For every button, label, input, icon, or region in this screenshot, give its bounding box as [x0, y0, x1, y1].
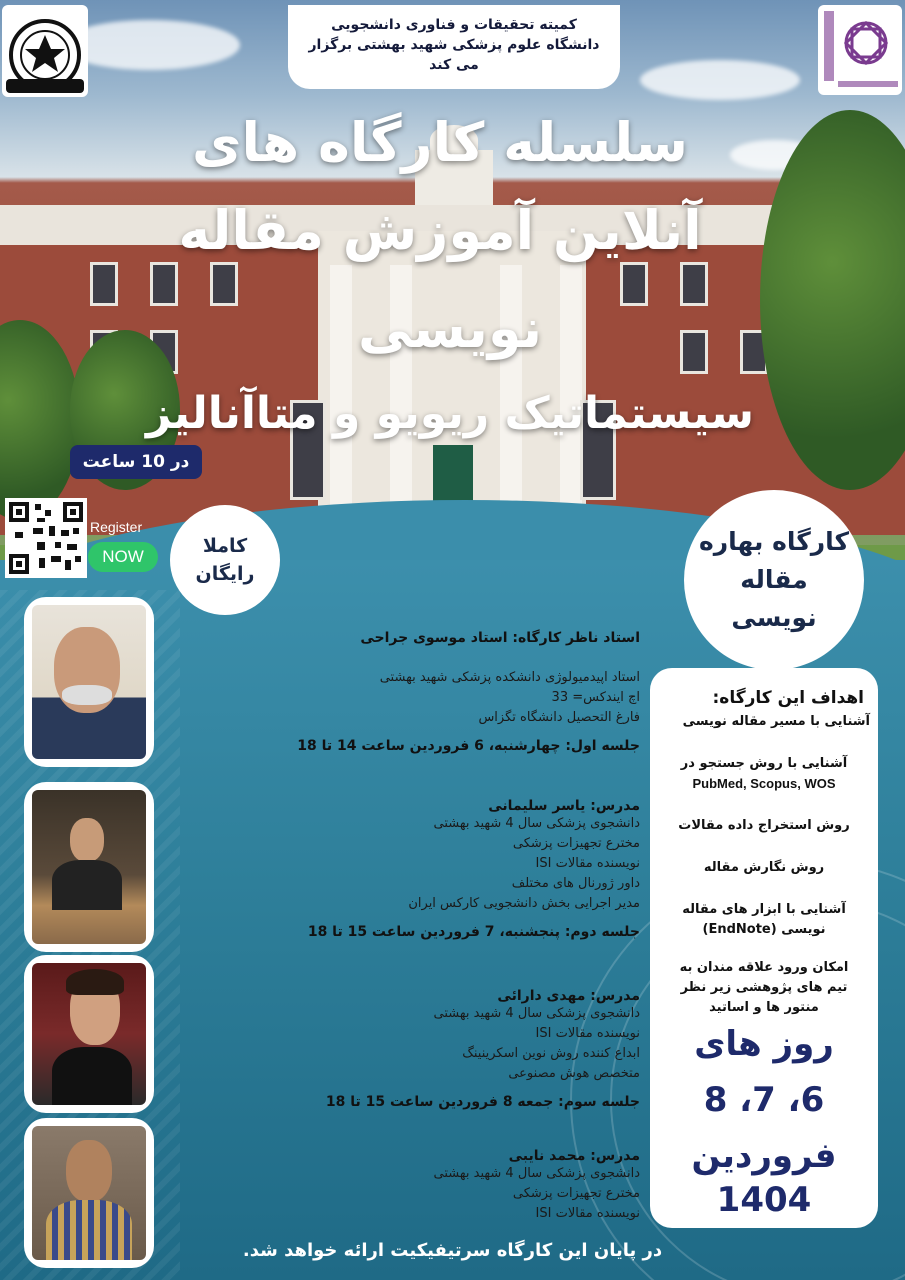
spring-badge-line-3: نویسی [731, 603, 817, 632]
hours-pill: در 10 ساعت [70, 445, 202, 479]
supervisor-photo [32, 605, 146, 759]
free-badge [170, 505, 280, 615]
goal-item-5b: نویسی (EndNote) [702, 922, 826, 937]
days-values: 6، 7، 8 [703, 1080, 825, 1120]
supervisor-info [170, 630, 640, 754]
goal-item-2a: آشنایی با روش جستجو در [680, 756, 848, 771]
session-3: جلسه سوم: جمعه 8 فروردین ساعت 15 تا 18 [325, 1094, 640, 1110]
goal-item-3: روش استخراج داده مقالات [678, 818, 850, 833]
organizer-line-1: کمیته تحقیقات و فناوری دانشجویی [331, 17, 577, 33]
teacher2-line: ابداع کننده روش نوین اسکرینینگ [462, 1046, 640, 1061]
title-line-4: سیستماتیک ریویو و متاآنالیز [145, 388, 755, 439]
teacher1-line: نویسنده مقالات ISI [535, 856, 640, 871]
spring-badge-line-1: کارگاه بهاره [698, 527, 850, 556]
title-line-1: سلسله کارگاه های [191, 111, 689, 174]
supervisor-line-2: اچ ایندکس= 33 [551, 690, 640, 705]
teacher1-line: داور ژورنال های مختلف [511, 876, 640, 891]
teacher1-photo [32, 790, 146, 944]
supervisor-line-3: فارغ التحصیل دانشگاه تگزاس [478, 710, 640, 725]
spring-badge-line-2: مقاله [740, 565, 808, 594]
spring-workshop-badge [684, 490, 864, 670]
session-1: جلسه اول: چهارشنبه، 6 فروردین ساعت 14 تا 18 [297, 738, 640, 754]
month-year: فروردین 1404 [691, 1136, 837, 1220]
teacher1-line: دانشجوی پزشکی سال 4 شهید بهشتی [433, 816, 640, 831]
goal-item-5a: آشنایی با ابزار های مقاله [682, 902, 846, 917]
supervisor-photo-frame [24, 597, 154, 767]
teacher1-info [170, 798, 640, 940]
days-label: روز های [694, 1024, 834, 1064]
goals-heading: اهداف این کارگاه: [712, 688, 864, 708]
teacher2-title: مدرس: مهدی دارائی [497, 988, 640, 1004]
supervisor-title: استاد ناظر کارگاه: استاد موسوی جراحی [360, 630, 640, 646]
title-line-3: نویسی [358, 297, 542, 360]
qr-code[interactable] [5, 498, 87, 578]
teacher2-line: متخصص هوش مصنوعی [508, 1066, 640, 1081]
free-badge-line-2: رایگان [195, 563, 255, 585]
teacher2-line: نویسنده مقالات ISI [535, 1026, 640, 1041]
organizer-line-3: می کند [429, 57, 479, 73]
student-research-logo [2, 5, 88, 97]
free-badge-line-1: کاملا [202, 535, 248, 557]
title-line-2: آنلاین آموزش مقاله [178, 199, 702, 262]
goals-panel [650, 668, 878, 1228]
goal-item-6c: منتور ها و اساتید [709, 1000, 819, 1015]
teacher1-line: مدیر اجرایی بخش دانشجویی کارکس ایران [408, 896, 640, 911]
teacher3-line: مخترع تجهیزات پزشکی [512, 1186, 640, 1201]
goal-item-6a: امکان ورود علاقه مندان به [679, 960, 849, 975]
teacher2-photo [32, 963, 146, 1105]
teacher2-photo-frame [24, 955, 154, 1113]
teacher3-line: نویسنده مقالات ISI [535, 1206, 640, 1221]
register-label: Register [90, 519, 143, 535]
goal-item-6b: تیم های پژوهشی زیر نظر [680, 980, 848, 995]
teacher2-info [170, 988, 640, 1110]
register-now-button[interactable]: NOW [88, 542, 158, 572]
goal-item-2b: PubMed, Scopus, WOS [692, 776, 836, 791]
teacher3-title: مدرس: محمد نایبی [508, 1148, 640, 1164]
teacher1-title: مدرس: یاسر سلیمانی [488, 798, 640, 814]
teacher1-photo-frame [24, 782, 154, 952]
organizer-panel [288, 5, 620, 89]
certificate-footer: در پایان این کارگاه سرتیفیکیت ارائه خواهد شد. [242, 1240, 663, 1261]
teacher3-line: دانشجوی پزشکی سال 4 شهید بهشتی [433, 1166, 640, 1181]
teacher3-info [170, 1148, 640, 1224]
teacher2-line: دانشجوی پزشکی سال 4 شهید بهشتی [433, 1006, 640, 1021]
goal-item-1: آشنایی با مسیر مقاله نویسی [682, 714, 870, 729]
session-2: جلسه دوم: پنجشنبه، 7 فروردین ساعت 15 تا 18 [307, 924, 640, 940]
organizer-line-2: دانشگاه علوم پزشکی شهید بهشتی برگزار [308, 37, 600, 53]
sbmu-logo [818, 5, 902, 95]
supervisor-line-1: استاد اپیدمیولوژی دانشکده پزشکی شهید بهشتی [379, 670, 640, 685]
teacher1-line: مخترع تجهیزات پزشکی [512, 836, 640, 851]
goal-item-4: روش نگارش مقاله [703, 860, 825, 875]
